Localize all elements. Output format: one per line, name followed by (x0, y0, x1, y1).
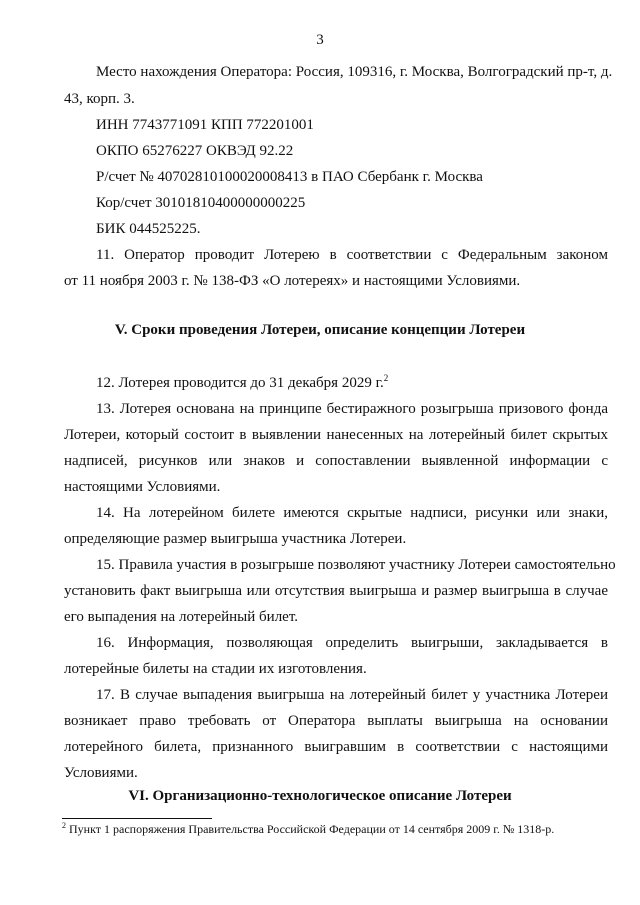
footnote-ref: 2 (383, 373, 389, 383)
footnote-mark: 2 (62, 821, 66, 830)
p15-line2: установить факт выигрыша или отсутствия выигрыша и размер выигрыша в случае (64, 583, 608, 599)
p17-line1: 17. В случае выпадения выигрыша на лотерейный билет у участника Лотереи (96, 687, 608, 703)
operator-account: Р/счет № 40702810100020008413 в ПАО Сбербанк г. Москва (96, 169, 483, 185)
p15-line1: 15. Правила участия в розыгрыше позволяют участнику Лотереи самостоятельно (96, 557, 616, 573)
p12-text: 12. Лотерея проводится до 31 декабря 2029 г. (96, 375, 384, 391)
p15-line3: его выпадения на лотерейный билет. (64, 609, 299, 625)
p12 (96, 373, 388, 393)
page-number: 3 (316, 32, 324, 48)
operator-inn-kpp: ИНН 7743771091 КПП 772201001 (96, 117, 314, 133)
p14-line2: определяющие размер выигрыша участника Лотереи. (64, 531, 407, 547)
operator-location-line1: Место нахождения Оператора: Россия, 109316, г. Москва, Волгоградский пр-т, д. (96, 64, 613, 80)
p16-line1: 16. Информация, позволяющая определить выигрыши, закладывается в (96, 635, 608, 651)
p13-line2: Лотереи, который состоит в выявлении нанесенных на лотерейный билет скрытых (64, 427, 608, 443)
p11-line2: от 11 ноября 2003 г. № 138-ФЗ «О лотереях» и настоящими Условиями. (64, 273, 521, 289)
p16-line2: лотерейные билеты на стадии их изготовления. (64, 661, 367, 677)
operator-location-line2: 43, корп. 3. (64, 91, 135, 107)
operator-bik: БИК 044525225. (96, 221, 201, 237)
p11-line1: 11. Оператор проводит Лотерею в соответствии с Федеральным законом (96, 247, 608, 263)
footnote (62, 822, 554, 837)
section-6-heading: VI. Организационно-технологическое описание Лотереи (128, 788, 512, 804)
p14-line1: 14. На лотерейном билете имеются скрытые надписи, рисунки или знаки, (96, 505, 608, 521)
footnote-text: Пункт 1 распоряжения Правительства Российской Федерации от 14 сентября 2009 г. № 1318-р. (66, 822, 555, 836)
operator-corr-account: Кор/счет 30101810400000000225 (96, 195, 306, 211)
p13-line4: настоящими Условиями. (64, 479, 221, 495)
operator-okpo: ОКПО 65276227 ОКВЭД 92.22 (96, 143, 294, 159)
p17-line4: Условиями. (64, 765, 138, 781)
p13-line3: надписей, рисунков или знаков и сопоставлении выявленной информации с (64, 453, 608, 469)
p13-line1: 13. Лотерея основана на принципе бестиражного розыгрыша призового фонда (96, 401, 608, 417)
footnote-divider (62, 818, 212, 819)
p17-line2: возникает право требовать от Оператора выплаты выигрыша на основании (64, 713, 608, 729)
section-5-heading: V. Сроки проведения Лотереи, описание концепции Лотереи (114, 322, 526, 338)
p17-line3: лотерейного билета, признанного выигравшим в соответствии с настоящими (64, 739, 608, 755)
